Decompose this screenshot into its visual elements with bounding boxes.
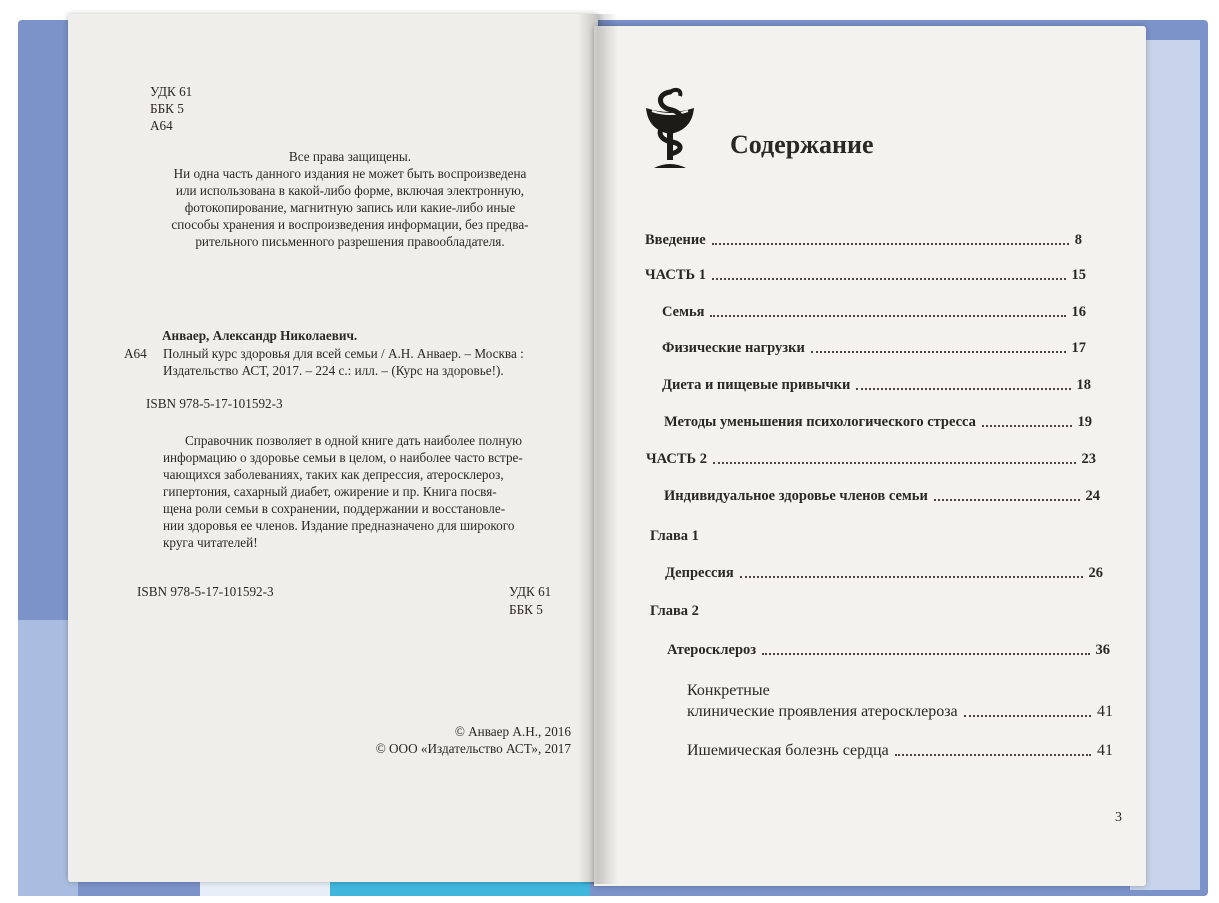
- toc-page: 26: [1088, 565, 1103, 581]
- annotation-line: круга читателей!: [163, 535, 258, 550]
- copyright-line: © Анваер А.Н., 2016: [454, 724, 571, 739]
- bbk-bottom: ББК 5: [509, 602, 543, 617]
- toc-entry[interactable]: [687, 742, 1113, 760]
- toc-leader: [740, 576, 1083, 578]
- toc-leader: [712, 278, 1066, 280]
- book-gutter: [578, 14, 618, 884]
- toc-leader: [811, 351, 1066, 353]
- toc-heading: Содержание: [730, 130, 874, 159]
- rights-line: или использована в какой-либо форме, включая электронную,: [175, 183, 525, 198]
- toc-label: Физические нагрузки: [662, 340, 805, 356]
- toc-label: ЧАСТЬ 2: [646, 451, 707, 467]
- bbk-code: ББК 5: [150, 101, 184, 116]
- udk-bottom: УДК 61: [509, 584, 552, 599]
- rights-line: рительного письменного разрешения правообладателя.: [195, 234, 505, 249]
- toc-entry[interactable]: [667, 642, 1110, 659]
- annotation-line: чающихся заболеваниях, таких как депрессия, атеросклероз,: [163, 467, 504, 482]
- toc-label: Глава 1: [650, 528, 699, 544]
- annotation-line: Справочник позволяет в одной книге дать наиболее полную: [185, 433, 523, 448]
- toc-entry[interactable]: [645, 267, 1086, 284]
- toc-chapter[interactable]: [650, 603, 699, 620]
- isbn-bottom: ISBN 978-5-17-101592-3: [137, 584, 274, 599]
- toc-page: 41: [1097, 742, 1113, 759]
- toc-page: 18: [1076, 377, 1091, 393]
- toc-label: Индивидуальное здоровье членов семьи: [664, 488, 928, 504]
- rights-line: Ни одна часть данного издания не может быть воспроизведена: [173, 166, 527, 181]
- bib-line: Полный курс здоровья для всей семьи / А.Н. Анваер. – Москва :: [163, 346, 524, 361]
- page-number: 3: [1115, 810, 1122, 825]
- toc-page: 19: [1077, 414, 1092, 430]
- toc-leader: [964, 715, 1091, 717]
- toc-page: 41: [1097, 703, 1113, 720]
- toc-page: 17: [1071, 340, 1086, 356]
- toc-label: Семья: [662, 304, 705, 320]
- toc-page: 23: [1081, 451, 1096, 467]
- toc-page: 8: [1074, 232, 1082, 248]
- toc-entry[interactable]: [664, 414, 1092, 431]
- toc-entry[interactable]: [646, 451, 1096, 468]
- toc-entry[interactable]: [664, 488, 1100, 505]
- toc-entry[interactable]: [665, 565, 1103, 582]
- isbn: ISBN 978-5-17-101592-3: [146, 396, 283, 411]
- toc-leader: [895, 754, 1091, 756]
- author-code: А64: [124, 346, 147, 361]
- toc-label: Депрессия: [665, 565, 734, 581]
- rights-line: фотокопирование, магнитную запись или какие-либо иные: [184, 200, 516, 215]
- bowl-of-hygieia-icon: [642, 86, 698, 172]
- toc-label: Глава 2: [650, 603, 699, 619]
- copyright-line: © ООО «Издательство АСТ», 2017: [375, 741, 571, 756]
- rights-line: способы хранения и воспроизведения информации, без предва-: [171, 217, 529, 232]
- toc-leader: [713, 462, 1076, 464]
- toc-label: ЧАСТЬ 1: [645, 267, 706, 283]
- toc-page: 16: [1071, 304, 1086, 320]
- toc-entry[interactable]: [662, 304, 1086, 321]
- toc-leader: [712, 243, 1069, 245]
- toc-entry[interactable]: [687, 703, 1113, 721]
- toc-chapter[interactable]: [650, 528, 699, 545]
- toc-label: Методы уменьшения психологического стресса: [664, 414, 976, 430]
- toc-leader: [982, 425, 1072, 427]
- toc-label: клинические проявления атеросклероза: [687, 703, 958, 720]
- toc-label: Введение: [645, 232, 706, 248]
- toc-entry[interactable]: [645, 232, 1082, 249]
- author-mark: А64: [150, 118, 173, 133]
- author-name: Анваер, Александр Николаевич.: [162, 328, 358, 343]
- toc-leader: [710, 315, 1065, 317]
- toc-entry[interactable]: [662, 340, 1086, 357]
- toc-leader: [934, 499, 1080, 501]
- annotation-line: информацию о здоровье семьи в целом, о наиболее часто встре-: [163, 450, 523, 465]
- toc-label: Атеросклероз: [667, 642, 757, 658]
- rights-line: Все права защищены.: [288, 149, 412, 164]
- annotation-line: гипертония, сахарный диабет, ожирение и пр. Книга посвя-: [163, 484, 497, 499]
- toc-label: Диета и пищевые привычки: [662, 377, 851, 393]
- toc-page: 36: [1095, 642, 1110, 658]
- toc-label: Ишемическая болезнь сердца: [687, 742, 889, 759]
- annotation-line: щена роли семьи в сохранении, поддержании и восстановле-: [163, 501, 506, 516]
- toc-page: 24: [1085, 488, 1100, 504]
- bib-line: Издательство АСТ, 2017. – 224 с.: илл. – (Курс на здоровье!).: [163, 363, 504, 378]
- udk-code: УДК 61: [150, 84, 193, 99]
- toc-label: Конкретные: [687, 682, 770, 699]
- annotation-line: нии здоровья ее членов. Издание предназначено для широкого: [163, 518, 515, 533]
- toc-leader: [856, 388, 1070, 390]
- toc-page: 15: [1071, 267, 1086, 283]
- toc-entry[interactable]: [662, 377, 1091, 394]
- toc-leader: [762, 653, 1089, 655]
